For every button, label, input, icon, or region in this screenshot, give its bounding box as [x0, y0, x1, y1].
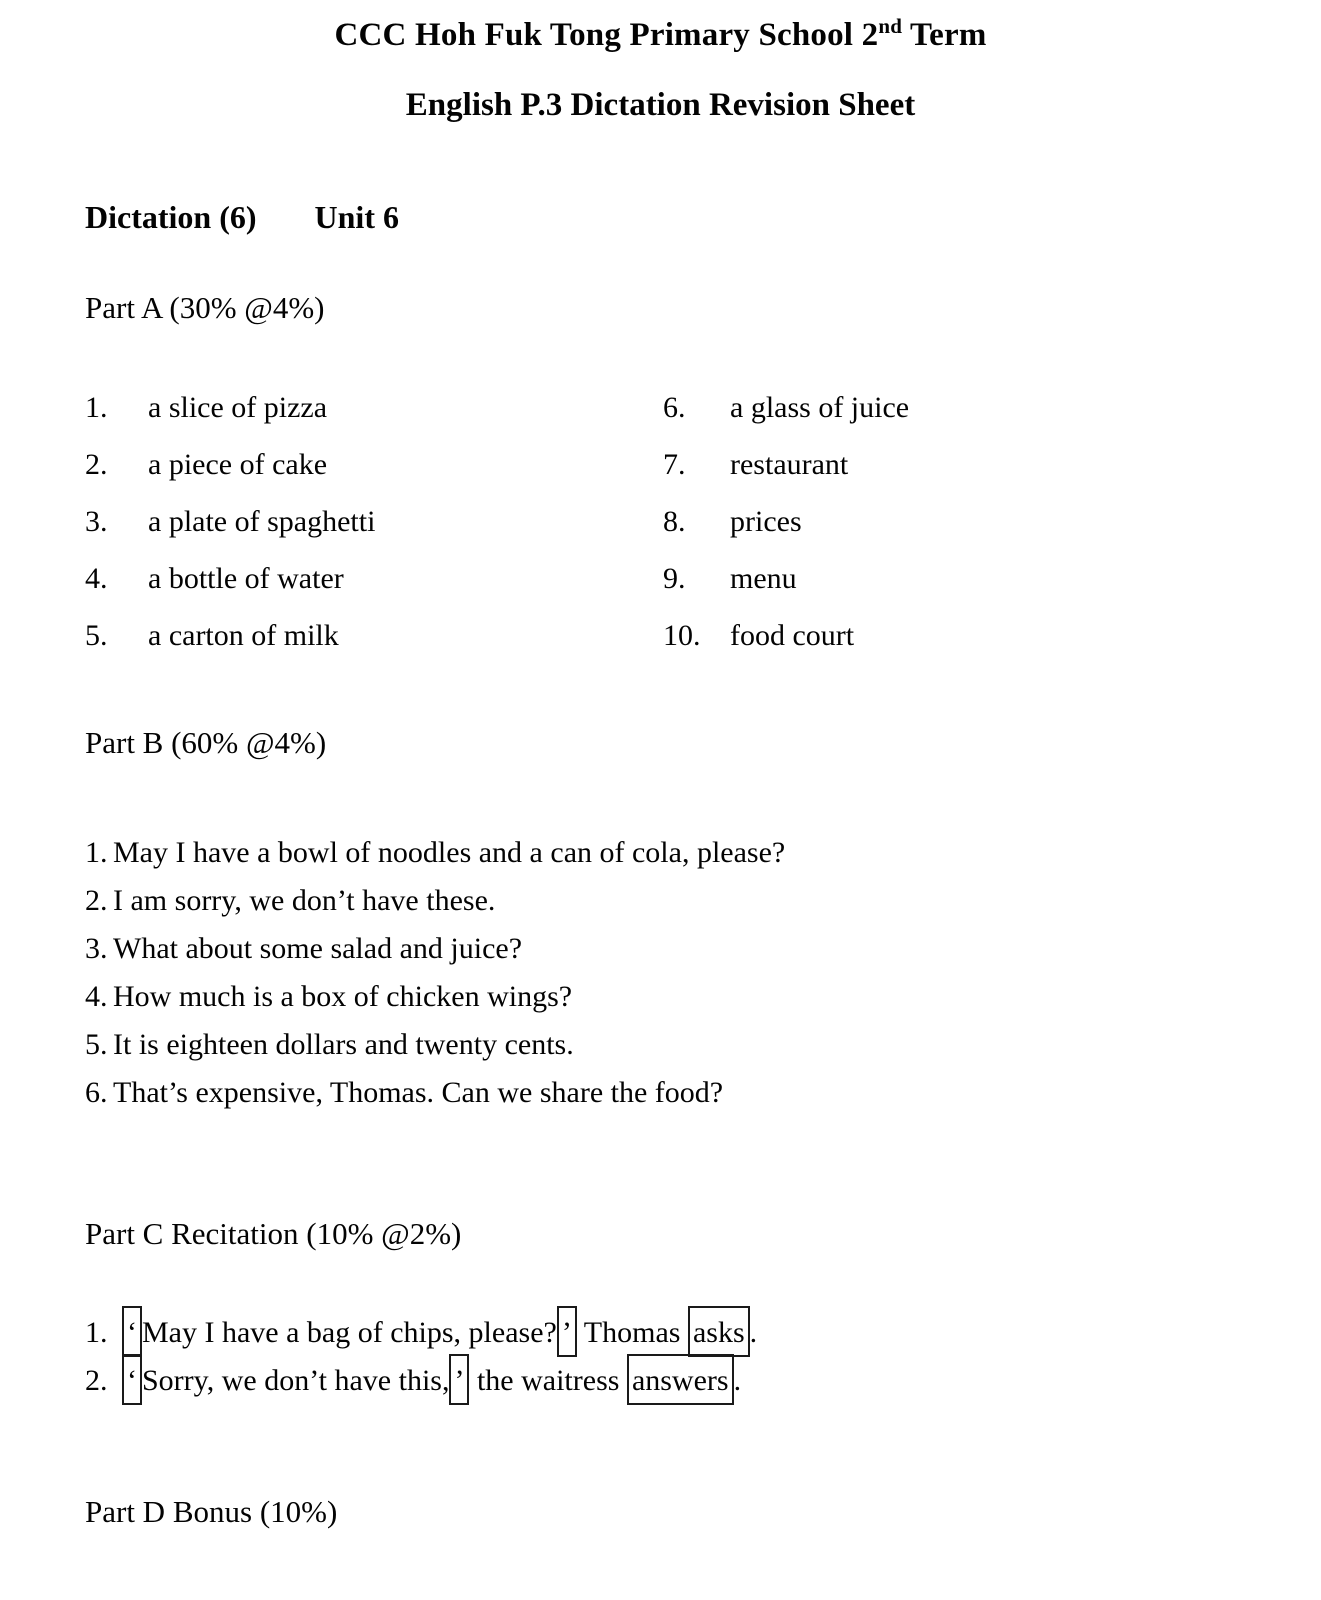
list-item — [85, 877, 1291, 925]
part-a-heading: Part A (30% @4%) — [85, 290, 325, 325]
list-item — [85, 1309, 1291, 1357]
item-text: a plate of spaghetti — [148, 505, 376, 538]
item-number: 4. — [85, 980, 108, 1013]
boxed-text-segment: ‘ — [122, 1354, 142, 1405]
item-text: a slice of pizza — [148, 391, 328, 424]
title-suffix: Term — [902, 17, 987, 53]
item-text: How much is a box of chicken wings? — [113, 980, 573, 1013]
list-item — [85, 829, 1291, 877]
document-body — [0, 197, 1321, 1531]
item-number: 9. — [663, 562, 686, 595]
item-text: a bottle of water — [148, 562, 344, 595]
item-text: food court — [730, 619, 855, 652]
text-segment: Thomas — [576, 1316, 688, 1349]
part-c-heading: Part C Recitation (10% @2%) — [85, 1216, 462, 1251]
item-text: I am sorry, we don’t have these. — [113, 884, 496, 917]
part-d-heading: Part D Bonus (10%) — [85, 1494, 338, 1529]
part-b-heading: Part B (60% @4%) — [85, 725, 327, 760]
list-item — [85, 379, 663, 436]
item-text: What about some salad and juice? — [113, 932, 523, 965]
item-text: It is eighteen dollars and twenty cents. — [113, 1028, 574, 1061]
item-text: a carton of milk — [148, 619, 339, 652]
dictation-label: Dictation (6) — [85, 199, 257, 235]
item-text: restaurant — [730, 448, 849, 481]
item-number: 2. — [85, 448, 108, 481]
list-item — [663, 550, 1291, 607]
dictation-heading — [85, 197, 1291, 237]
list-item — [663, 379, 1291, 436]
item-number: 3. — [85, 505, 108, 538]
item-number: 4. — [85, 562, 108, 595]
item-text: menu — [730, 562, 797, 595]
item-text: prices — [730, 505, 802, 538]
boxed-text-segment: ‘ — [122, 1306, 142, 1357]
boxed-text-segment: answers — [627, 1354, 734, 1405]
boxed-text-segment: ’ — [557, 1306, 577, 1357]
text-segment: Sorry, we don’t have this, — [142, 1364, 450, 1397]
part-a-list — [85, 379, 1291, 664]
list-item — [85, 925, 1291, 973]
item-number: 6. — [663, 391, 686, 424]
text-segment: May I have a bag of chips, please? — [142, 1316, 557, 1349]
unit-label: Unit 6 — [314, 199, 399, 235]
part-c-list — [85, 1309, 1291, 1405]
item-number: 2. — [85, 884, 108, 917]
item-text: a glass of juice — [730, 391, 910, 424]
item-number: 3. — [85, 932, 108, 965]
boxed-text-segment: asks — [688, 1306, 750, 1357]
list-item — [85, 1021, 1291, 1069]
item-text — [122, 1357, 1291, 1405]
item-number: 5. — [85, 619, 108, 652]
text-segment: . — [749, 1316, 758, 1349]
item-text: May I have a bowl of noodles and a can of cola, please? — [113, 836, 786, 869]
list-item — [663, 436, 1291, 493]
title-ordinal-suffix: nd — [878, 14, 903, 38]
item-text: That’s expensive, Thomas. Can we share the food? — [113, 1076, 724, 1109]
item-text — [122, 1309, 1291, 1357]
part-a-right-column — [663, 379, 1291, 664]
item-number: 2. — [85, 1364, 108, 1397]
item-number: 7. — [663, 448, 686, 481]
item-number: 1. — [85, 836, 108, 869]
list-item — [85, 607, 663, 664]
list-item — [85, 436, 663, 493]
item-text: a piece of cake — [148, 448, 328, 481]
item-number: 8. — [663, 505, 686, 538]
text-segment: . — [733, 1364, 742, 1397]
list-item — [663, 607, 1291, 664]
item-number: 6. — [85, 1076, 108, 1109]
list-item — [85, 1069, 1291, 1117]
text-segment: the waitress — [469, 1364, 627, 1397]
item-number: 10. — [663, 619, 701, 652]
item-number: 1. — [85, 391, 108, 424]
item-number: 1. — [85, 1316, 108, 1349]
part-a-left-column — [85, 379, 663, 664]
title-prefix: CCC Hoh Fuk Tong Primary School 2 — [334, 17, 879, 53]
page-subtitle: English P.3 Dictation Revision Sheet — [405, 87, 916, 123]
item-number: 5. — [85, 1028, 108, 1061]
list-item — [85, 550, 663, 607]
page-title — [0, 0, 1321, 55]
list-item — [85, 973, 1291, 1021]
list-item — [663, 493, 1291, 550]
boxed-text-segment: ’ — [449, 1354, 469, 1405]
list-item — [85, 1357, 1291, 1405]
part-b-list — [85, 829, 1291, 1117]
list-item — [85, 493, 663, 550]
